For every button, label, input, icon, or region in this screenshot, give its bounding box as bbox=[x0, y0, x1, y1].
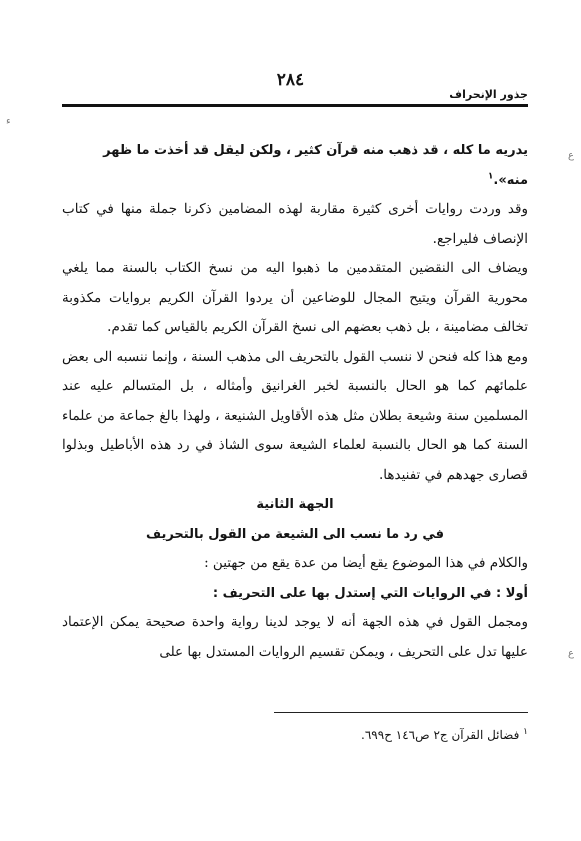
quote-line: يدريه ما كله ، قد ذهب منه قرآن كثير ، ولكن ليقل قد أخذت ما ظهر bbox=[103, 143, 528, 158]
page-body bbox=[62, 136, 528, 667]
section-subheading: في رد ما نسب الى الشيعة من القول بالتحريف bbox=[145, 526, 445, 542]
footnote-rule bbox=[274, 712, 528, 713]
quote-line-end bbox=[62, 166, 528, 196]
paragraph: وقد وردت روايات أخرى كثيرة مقاربة لهذه المضامين ذكرنا جملة منها في كتاب الإنصاف فليراجع. bbox=[62, 201, 528, 247]
paragraph: ومجمل القول في هذه الجهة أنه لا يوجد لدينا رواية واحدة صحيحة يمكن الإعتماد عليها تدل على التحريف ، ويمكن تقسيم الروايات المستدل بها على bbox=[62, 614, 528, 660]
margin-mark: ع bbox=[568, 150, 574, 161]
footnote bbox=[62, 728, 528, 742]
paragraph: ومع هذا كله فنحن لا ننسب القول بالتحريف الى مذهب السنة ، وإنما ننسبه الى بعض علمائهم كما هو الحال بالنسبة لخبر الغرانيق وأمثاله ، بل المتسالم عليه عند المسلمين سنة وشيعة بطلان مثل هذه الأقاويل الشنيعة ، ولهذا بالغ جماعة من علماء السنة كما هو الحال بالنسبة لعلماء الشيعة سوى الشاذ في رد هذه الأباطيل وبذلوا قصارى جهدهم في تفنيدها. bbox=[62, 348, 528, 483]
numbered-subheading: أولا : في الروايات التي إستدل بها على التحريف : bbox=[212, 585, 528, 601]
quote-text: منه». bbox=[493, 172, 528, 188]
header-rule bbox=[62, 104, 528, 107]
running-title: جذور الإنحراف bbox=[443, 88, 528, 101]
paragraph: ويضاف الى النقضين المتقدمين ما ذهبوا اليه من نسخ الكتاب بالسنة مما يلغي محورية القرآن ويتيح المجال للوضاعين أن يردوا القرآن الكريم بروايات مكذوبة تخالف مضامينة ، بل ذهب بعضهم الى نسخ القرآن الكريم بالقياس كما تقدم. bbox=[62, 260, 528, 335]
paragraph: والكلام في هذا الموضوع يقع أيضا من عدة يقع من جهتين : bbox=[204, 555, 528, 571]
footnote-marker: ١ bbox=[523, 727, 528, 737]
margin-mark: ء bbox=[6, 116, 11, 127]
section-heading: الجهة الثانية bbox=[256, 497, 334, 512]
footnote-text: فضائل القرآن ج٢ ص١٤٦ ح٦٩٩. bbox=[361, 728, 520, 742]
running-header bbox=[62, 88, 528, 108]
page-number: ٢٨٤ bbox=[276, 70, 305, 90]
margin-mark: ع bbox=[568, 648, 574, 659]
footnote-reference: ١ bbox=[487, 171, 494, 182]
